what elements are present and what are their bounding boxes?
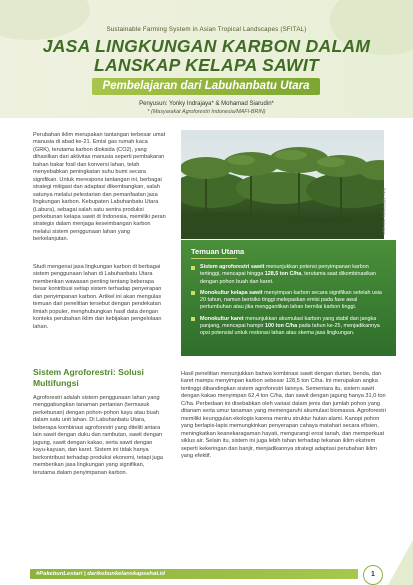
results-paragraph xyxy=(181,371,386,460)
finding-item xyxy=(191,316,386,338)
key-findings-list xyxy=(191,264,386,341)
study-text: Studi mengenai jasa lingkungan karbon di berbagai sistem penggunaan lahan di Labuhanbatu Utara memberikan wawasan penting tentang beberapa besar kontribusi setiap sistem terhadap penyerapan dan penyimpanan karbon. Artikel ini akan mengulas temuan dari penelitian tersebut dengan pendekatan ilmiah populer, menghubungkan hasil data dengan konteks perubahan iklim dan kebijakan pengelolaan lahan. xyxy=(33,264,162,330)
agroforestry-paragraph xyxy=(33,395,166,477)
finding-text: menunjukkan akumulasi karbon yang stabil dan jangka panjang, mencapai hampir xyxy=(200,315,377,329)
finding-highlight: Sistem agroforestri sawit xyxy=(200,264,265,270)
footer xyxy=(0,563,413,585)
title-line-1: JASA LINGKUNGAN KARBON DALAM xyxy=(42,36,371,56)
key-findings-title: Temuan Utama xyxy=(191,247,245,256)
section-heading: Sistem Agroforestri: Solusi Multifungsi xyxy=(33,367,144,388)
footer-site-link[interactable]: darikebunkelanskapsehat.id xyxy=(87,571,165,577)
finding-item xyxy=(191,290,386,312)
footer-text: #PakebunLestari | darikebunkelanskapsehat.id xyxy=(36,571,165,577)
key-findings-box xyxy=(181,240,396,356)
finding-text-2: , terutama saat dikombinasikan dengan pohon buah dan karet. xyxy=(200,271,376,285)
page-number: 1 xyxy=(363,565,383,585)
finding-highlight: Monokultur kelapa sawit xyxy=(200,289,263,296)
finding-text: menunjukkan potensi penyimpanan karbon tertinggi, mencapai hingga xyxy=(200,264,369,278)
photo-credit: Foto: MAFI/Yonky Indrajaya xyxy=(382,188,386,235)
subtitle-banner: Pembelajaran dari Labuhanbatu Utara xyxy=(92,78,320,95)
finding-highlight: Monokultur karet xyxy=(200,315,244,322)
oil-palm-photo xyxy=(181,130,384,239)
oil-palm-plantation-image xyxy=(181,130,384,239)
finding-highlight-2: 128,5 ton C/ha xyxy=(264,271,302,278)
authors: Penyusun: Yonky Indrajaya* & Mohamad Siarudin* xyxy=(139,101,274,107)
finding-text-2: pada tahun ke-25, menjadikannya opsi potensial untuk restorasi lahan atau skema jasa lingkungan. xyxy=(200,322,380,336)
finding-highlight-2: 100 ton C/ha xyxy=(265,322,298,329)
series-label: Sustainable Farming System in Asian Tropical Landscapes (SFITAL) xyxy=(106,26,307,33)
footer-hashtag[interactable]: #PakebunLestari xyxy=(36,571,83,577)
study-paragraph xyxy=(33,264,166,331)
square-bullet-icon xyxy=(191,291,195,295)
square-bullet-icon xyxy=(191,266,195,270)
finding-item xyxy=(191,264,386,286)
affiliation: * (Masyarakat Agroforestri Indonesia/MAFI-BRIN) xyxy=(147,109,266,115)
title-line-2: LANSKAP KELAPA SAWIT xyxy=(93,55,320,75)
finding-text: menyimpan karbon secara signifikan setelah usia 20 tahun, namun berisiko tinggi melepaskan emisi pada fase awal pertumbuhan atau jika menggantikan lahan bernilai karbon tinggi. xyxy=(200,289,382,311)
intro-text: Perubahan iklim merupakan tantangan terbesar umat manusia di abad ke-21. Emisi gas rumah kaca (GRK), terutama karbon dioksida (CO2), yang dihasilkan dari aktivitas manusia seperti pembakaran bahan bakar fosil dan konversi lahan, telah menyebabkan peningkatan suhu bumi secara signifikan. Untuk merespons tantangan ini, berbagai strategi mitigasi dan adaptasi dikembangkan, salah satunya melalui pelestarian dan pemanfaatan jasa lingkungan karbon. Kebupaten Labuhanbatu Utara (Labura), sebagai salah satu sentra produksi perkebunan kelapa sawit di Indonesia, memiliki peran strategis dalam menjaga keseimbangan karbon melalui sistem penggunaan lahan yang berkelanjutan. xyxy=(33,132,166,243)
agroforestry-text: Agroforestri adalah sistem penggunaan lahan yang menggabungkan tanaman pertanian (termasuk perkebunan) dengan pohon-pohon kayu atau buah dalam satu unit lahan. Di Labuhanbatu Utara, beberapa kombinasi agroforestri yang diteliti antara lain sawit dengan duku dan rambutan, sawit dengan jagung, sawit dengan kakao, serta sawit dengan kayu-kayuan, dan karet. Sistem ini tidak hanya berkontribusi terhadap produksi ekonomi, tetapi juga memberikan jasa lingkungan yang signifikan, terutama dalam penyimpanan karbon. xyxy=(33,395,163,476)
intro-paragraph xyxy=(33,132,166,244)
results-text: Hasil penelitian menunjukkan bahwa kombinasi sawit dengan durian, benda, dan karet mampu menyimpan karbon sebesar 128,5 ton C/ha. Ini merupakan angka tertinggi dibandingkan sistem agroforestri lainnya. Sementara itu, sistem sawit dengan kakao menyimpan 62,4 ton C/ha, dan sawit dengan jagung hanya 31,0 ton C/ha. Perbedaan ini disebabkan oleh variasi dalam jenis dan jumlah pohon yang ditanam serta umur tanaman yang memengaruhi akumulasi biomassa. Agroforestri memiliki keunggulan ekologis karena meniru struktur hutan alami. Kanopi pohon yang berlapis-lapis memungkinkan penyerapan cahaya matahari secara efisien, meningkatkan keanekaragaman hayati, mengurangi erosi tanah, dan memperkuat siklus air. Selain itu, sistem ini juga lebih tahan terhadap tekanan iklim ekstrem seperti kekeringan dan banjir, menjadikannya strategi adaptasi perubahan iklim yang efektif. xyxy=(181,371,386,459)
square-bullet-icon xyxy=(191,317,195,321)
